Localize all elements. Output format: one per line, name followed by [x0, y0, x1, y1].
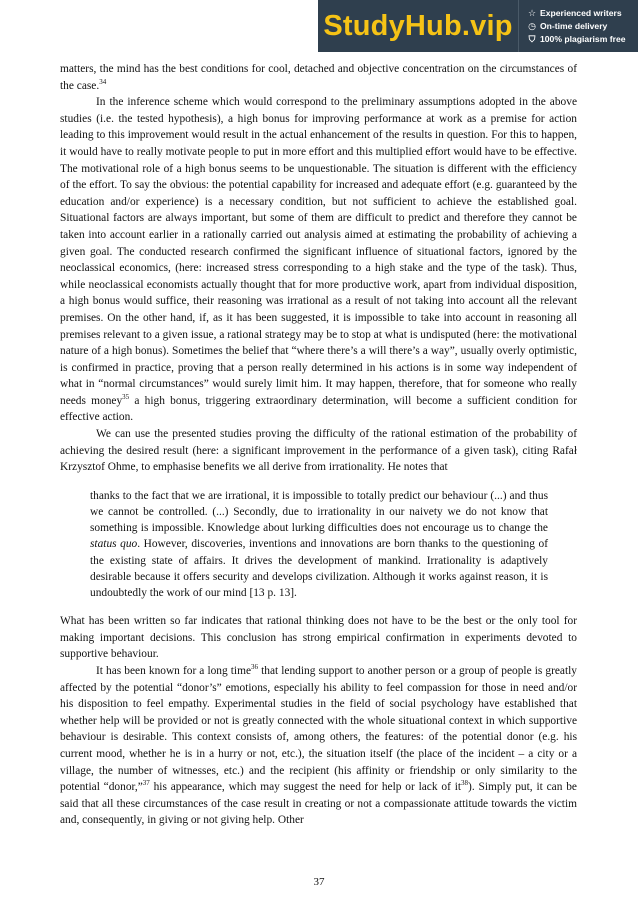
footnote-ref-34: 34	[99, 77, 107, 86]
text-span: his appearance, which may suggest the need for help or lack of it	[149, 781, 462, 794]
feature-plagiarism-free	[527, 34, 638, 45]
paragraph-inference-scheme	[60, 94, 577, 426]
feature-label: Experienced writers	[540, 8, 622, 18]
text-span: . However, discoveries, inventions and innovations are born thanks to the questioning of the existing state of affairs. It drives the development of mankind. Irrationality is adaptively desirable because it offers security and develops civilization. Although it works against reason, it is undoubtedly the work of our mind [13 p. 13].	[90, 538, 548, 600]
star-icon: ☆	[527, 7, 537, 18]
paragraph-continuation	[60, 61, 577, 94]
italic-term: status quo	[90, 538, 138, 551]
text-span: ). Simply put, it can be said that all these circumstances of the case result in creating or not a compassionate attitude towards the victim and, consequently, in giving or not giving help. Other	[60, 781, 577, 827]
paragraph-supportive-behaviour	[60, 663, 577, 829]
footnote-ref-37: 37	[142, 779, 150, 788]
feature-label: 100% plagiarism free	[540, 34, 626, 44]
feature-list	[519, 0, 638, 52]
block-quote	[90, 488, 548, 601]
text-span: thanks to the fact that we are irrational, it is impossible to totally predict our behaviour (...) and thus we cannot be controlled. (...) Secondly, due to irrationality in our naivety we do not know that something is impossible. Knowledge about lurking difficulties does not encourage us to change the	[90, 489, 548, 535]
paragraph-rational-thinking: What has been written so far indicates that rational thinking does not have to be the best or the only tool for making important decisions. This conclusion has strong empirical confirmation in experiments devoted to supportive behaviour.	[60, 615, 577, 661]
page-number: 37	[313, 876, 325, 888]
feature-label: On-time delivery	[540, 21, 608, 31]
paragraph-ohme: We can use the presented studies proving the difficulty of the rational estimation of the probability of achieving the desired result (here: a significant improvement in the performance of a given task), citing Rafał Krzysztof Ohme, to emphasise benefits we all derive from irrationality. He notes that	[60, 428, 577, 474]
clock-icon: ◷	[528, 20, 536, 31]
shield-icon: ⛉	[528, 33, 536, 44]
text-span: It has been known for a long time	[96, 665, 252, 678]
feature-on-time-delivery	[527, 21, 638, 32]
document-page	[60, 61, 577, 829]
footnote-ref-38: 38	[461, 779, 469, 788]
text-span: a high bonus, triggering extraordinary determination, will become a sufficient condition for effective action.	[60, 394, 577, 424]
text-span: matters, the mind has the best conditions for cool, detached and objective concentration on the circumstances of the case.	[60, 63, 577, 92]
promo-banner[interactable]	[318, 0, 638, 52]
footnote-ref-35: 35	[122, 393, 130, 402]
text-span: In the inference scheme which would correspond to the preliminary assumptions adopted in the above studies (i.e. the tested hypothesis), a high bonus for improving performance at work as a premise for action leading to this improvement would result in the actual enhancement of the results in question. For this to happen, it would have to really motivate people to put in more effort and this multiplied effort would have to be effective. The motivational role of a high bonus seems to be unquestionable. The situation is different with the efficiency of the effort. To say the obvious: the potential capability for increased and adequate effort (e.g. guaranteed by the education and/or experience) is a necessary condition, but not sufficient to achieve the established goal. Situational factors are always important, but some of them are difficult to predict and therefore they cannot be taken into account earlier in a rationally carried out analysis aimed at estimating the probability of achieving a given goal. The conducted research confirmed the significant influence of situational factors, ignored by the neoclassical economics, (here: increased stress corresponding to a high stake and the type of the task). Thus, while neoclassical economists actually thought that for more productive work, apart from individual disposition, a high bonus would suffice, their reasoning was irrational as a result of not taking into account all the relevant premises. On the other hand, if, as it has been suggested, it is impossible to take into account in reasoning all premises relevant to a given issue, a rational strategy may be to stop at what is undisputed (here: the motivational nature of a high bonus). Sometimes the belief that “where there’s a will there’s a way”, usually overly optimistic, is confirmed in practice, proving that a person really determined in his actions is in some way independent of what in “normal circumstances” would surely limit him. It may happen, therefore, that for someone who really needs money	[60, 96, 577, 407]
feature-experienced-writers	[527, 8, 638, 19]
text-span: that lending support to another person or a group of people is greatly affected by the potential “donor’s” emotions, especially his ability to feel compassion for those in need and/or his disposition to feel empathy. Experimental studies in the field of social psychology have established that whether help will be provided or not is greatly connected with the whole situational context in which supportive behaviour is desirable. This context consists of, among others, the features: of the potential donor (e.g. his current mood, whether he is in a hurry or not, etc.), the situation itself (the place of the incident – a city or a village, the number of witnesses, etc.) and the recipient (his affinity or friendship or only similarity to the potential “donor,”	[60, 665, 577, 794]
brand-logo[interactable]: StudyHub.vip	[318, 0, 519, 52]
footnote-ref-36: 36	[251, 663, 259, 672]
